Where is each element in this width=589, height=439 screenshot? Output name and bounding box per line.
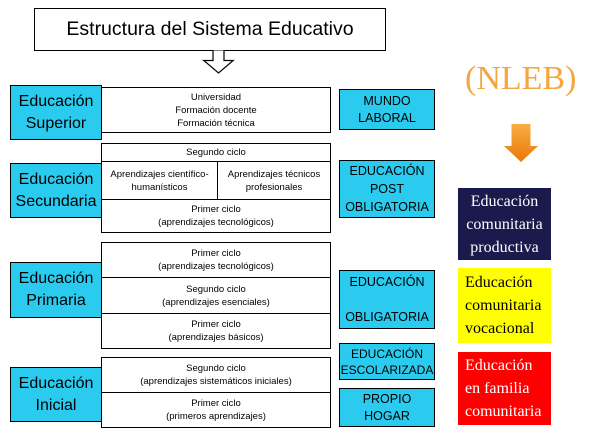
level-name-line: Educación: [18, 374, 94, 392]
track-line: Aprendizajes científico-: [110, 168, 209, 180]
level-educacion-inicial: [10, 367, 102, 422]
community-line: productiva: [470, 238, 539, 256]
stage-line: OBLIGATORIA: [345, 200, 429, 214]
diagram-title: Estructura del Sistema Educativo: [66, 18, 354, 40]
cycle-label: Segundo ciclo: [186, 147, 246, 158]
primaria-cycle-cell: [101, 313, 331, 349]
down-arrow-icon: [203, 50, 234, 74]
community-line: comunitaria: [465, 403, 542, 420]
community-education-familia: [458, 352, 551, 425]
stage-educacion-obligatoria: [339, 270, 435, 329]
community-line: Educación: [465, 357, 533, 374]
cycle-description: (primeros aprendizajes): [166, 411, 266, 422]
stage-line: LABORAL: [358, 110, 416, 125]
primaria-cycle-cell: [101, 242, 331, 278]
stage-line: EDUCACIÓN: [349, 275, 425, 289]
community-line: vocacional: [465, 320, 535, 337]
community-line: comunitaria: [466, 215, 543, 233]
cycle-description: (aprendizajes sistemáticos iniciales): [140, 376, 292, 387]
inicial-cycle-cell: [101, 392, 331, 428]
community-line: Educación: [465, 274, 533, 291]
track-line: humanísticos: [131, 181, 188, 193]
level-name-line: Inicial: [35, 396, 77, 414]
stage-educacion-post-obligatoria: [339, 160, 435, 218]
level-name-line: Educación: [18, 92, 94, 110]
cycle-description: (aprendizajes tecnológicos): [158, 217, 274, 228]
program-formacion-tecnica: Formación técnica: [177, 117, 255, 129]
cycle-description: (aprendizajes básicos): [168, 332, 264, 343]
level-name-line: Primaria: [26, 292, 86, 309]
stage-line: OBLIGATORIA: [345, 310, 429, 324]
stage-mundo-laboral: [339, 89, 435, 130]
track-line: profesionales: [245, 181, 303, 193]
level-name-line: Secundaria: [15, 192, 97, 210]
stage-line: PROPIO: [362, 391, 412, 406]
cycle-label: Segundo ciclo: [186, 283, 246, 295]
program-universidad: Universidad: [190, 91, 242, 103]
superior-programs-box: [101, 87, 331, 133]
secundaria-track-cientifico-cell: [101, 161, 218, 200]
level-educacion-secundaria: [10, 163, 102, 218]
level-name-line: Educación: [18, 270, 94, 287]
stage-line: MUNDO: [363, 93, 411, 108]
cycle-label: Primer ciclo: [191, 204, 241, 215]
cycle-label: Primer ciclo: [191, 319, 241, 330]
stage-line: HOGAR: [364, 408, 410, 423]
stage-line: EDUCACIÓN: [349, 164, 425, 178]
cycle-description: (aprendizajes esenciales): [162, 296, 270, 308]
diagram-title-box: [34, 8, 386, 51]
community-line: comunitaria: [465, 297, 542, 314]
cycle-label: Primer ciclo: [191, 398, 241, 409]
primaria-cycle-cell: [101, 277, 331, 314]
secundaria-segundo-ciclo-cell: [101, 143, 331, 162]
cycle-description: (aprendizajes tecnológicos): [158, 261, 274, 272]
cycle-label: Primer ciclo: [191, 248, 241, 259]
law-acronym: (NLEB): [465, 60, 577, 97]
stage-line: POST: [369, 182, 405, 196]
community-education-vocacional: [458, 268, 551, 343]
community-education-productiva: [458, 188, 551, 260]
secundaria-primer-ciclo-cell: [101, 199, 331, 233]
level-name-line: Superior: [25, 114, 87, 132]
stage-line: EDUCACIÓN: [350, 346, 423, 361]
level-educacion-primaria: [10, 262, 102, 318]
level-name-line: Educación: [18, 170, 94, 188]
cycle-label: Segundo ciclo: [186, 363, 246, 374]
community-line: en familia: [465, 380, 530, 397]
community-line: Educación: [470, 192, 539, 210]
secundaria-track-tecnico-cell: [217, 161, 331, 200]
program-formacion-docente: Formación docente: [175, 104, 257, 116]
stage-propio-hogar: [339, 388, 435, 427]
track-line: Aprendizajes técnicos: [227, 168, 321, 180]
stage-line: ESCOLARIZADA: [340, 362, 434, 377]
orange-down-arrow-icon: [504, 124, 538, 162]
stage-educacion-escolarizada: [339, 343, 435, 380]
level-educacion-superior: [10, 85, 102, 140]
inicial-cycle-cell: [101, 357, 331, 393]
